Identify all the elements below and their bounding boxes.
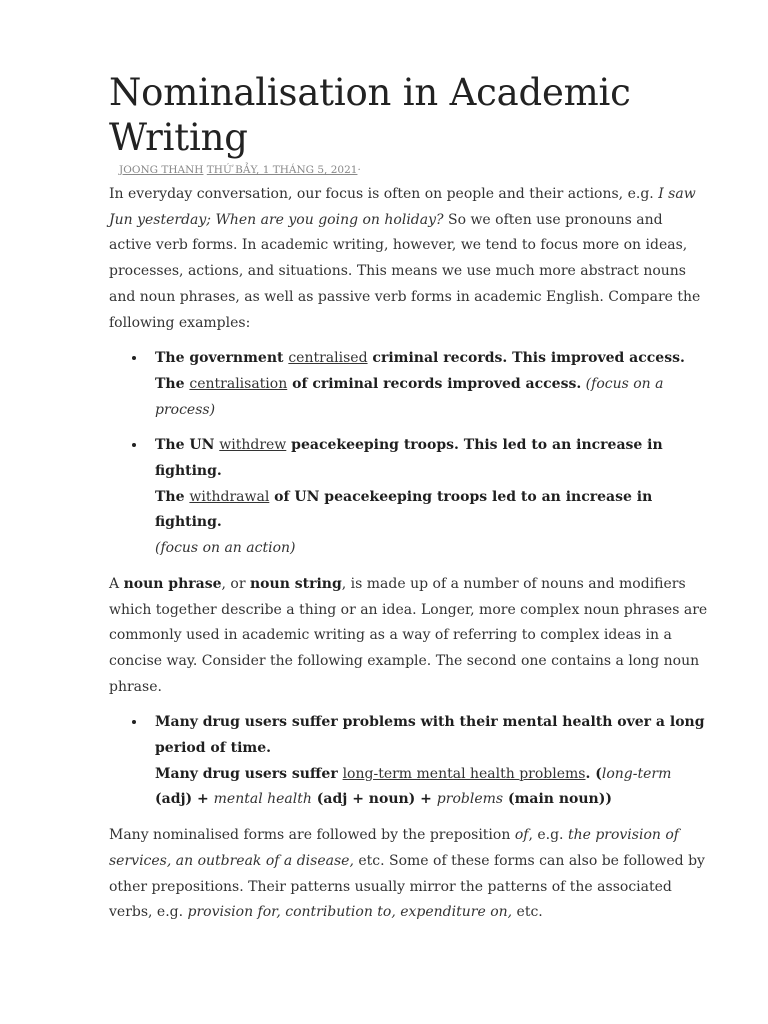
- author-link[interactable]: JOONG THANH: [119, 164, 204, 176]
- date-link[interactable]: THỨ BẢY, 1 THÁNG 5, 2021: [206, 164, 358, 176]
- example-note: (focus on an action): [155, 540, 296, 557]
- example-list-1: [109, 346, 709, 562]
- list-item: [109, 433, 709, 562]
- example-text: (adj) +: [155, 791, 214, 808]
- underlined-noun-phrase: long-term mental health problems: [342, 765, 586, 782]
- paragraph-italic: provision for, contribution to, expenditure on,: [187, 904, 513, 921]
- example-text: The UN: [155, 437, 220, 454]
- example-text: peacekeeping troops. This led to an increase in fighting.: [155, 437, 663, 480]
- example-text: of UN peacekeeping troops led to an increase in fighting.: [155, 488, 653, 531]
- paragraph-text: A: [109, 575, 124, 592]
- intro-example: I saw Jun yesterday; When are you going on holiday?: [109, 186, 696, 228]
- closing-paragraph: [109, 823, 709, 926]
- example-sentence-noun: [155, 485, 709, 536]
- example-sentence-long: [155, 710, 709, 761]
- term-noun-string: noun string: [250, 575, 342, 592]
- paragraph-text: etc. Some of these forms can also be followed by other prepositions. Their patterns usually mirror the patterns of the associated verbs, e.g.: [109, 852, 705, 921]
- example-italic: long-term: [601, 765, 672, 782]
- term-noun-phrase: noun phrase: [123, 575, 222, 592]
- byline-separator: ·: [357, 164, 361, 176]
- paragraph-text: , e.g.: [528, 827, 568, 844]
- intro-text-1: In everyday conversation, our focus is often on people and their actions, e.g.: [109, 186, 659, 202]
- paragraph-text: etc.: [512, 904, 543, 921]
- example-italic: problems: [436, 791, 504, 808]
- example-text: criminal records. This improved access.: [367, 350, 685, 367]
- example-text: . (: [585, 765, 602, 782]
- example-sentence-verb: [155, 346, 709, 372]
- underlined-noun: centralisation: [189, 375, 288, 392]
- list-item: [109, 710, 709, 813]
- example-list-2: [109, 710, 709, 813]
- example-text: (adj + noun) +: [311, 791, 437, 808]
- paragraph-italic: of: [514, 827, 529, 844]
- example-note-line: [155, 536, 709, 562]
- underlined-verb: withdrew: [219, 437, 287, 454]
- paragraph-text: , is made up of a number of nouns and modifiers which together describe a thing or an idea. Longer, more complex noun phrases are commonly used in academic writing as a way of referring to complex ideas in a concise way. Consider the following example. The second one contains a long noun phrase.: [109, 575, 708, 695]
- example-text: The government: [155, 350, 289, 367]
- byline: [109, 164, 361, 176]
- underlined-verb: centralised: [288, 350, 368, 367]
- list-item: [109, 346, 709, 423]
- intro-paragraph: [109, 182, 709, 336]
- intro-text-2: So we often use pronouns and active verb forms. In academic writing, however, we tend to focus more on ideas, processes, actions, and situations. This means we use much more abstract nouns and noun phrases, as well as passive verb forms in academic English. Compare the following examples:: [109, 211, 701, 331]
- example-text: The: [155, 488, 190, 505]
- paragraph-italic: the provision of services, an outbreak of a disease,: [109, 827, 679, 869]
- example-text: Many drug users suffer problems with their mental health over a long period of time.: [155, 714, 705, 757]
- example-text: Many drug users suffer: [155, 765, 343, 782]
- example-text: The: [155, 375, 190, 392]
- example-italic: mental health: [213, 791, 312, 808]
- example-note: (focus on a process): [155, 375, 664, 418]
- article-title: Nominalisation in Academic Writing: [109, 71, 631, 159]
- noun-phrase-paragraph: [109, 572, 709, 701]
- example-text: (main noun)): [503, 791, 612, 808]
- example-sentence-short: [155, 762, 709, 813]
- example-text: of criminal records improved access.: [287, 375, 582, 392]
- article-body: [109, 182, 709, 926]
- paragraph-text: Many nominalised forms are followed by the preposition: [109, 827, 515, 844]
- paragraph-text: , or: [221, 575, 250, 592]
- underlined-noun: withdrawal: [189, 488, 270, 505]
- example-sentence-verb: [155, 433, 709, 484]
- example-sentence-noun: [155, 372, 709, 423]
